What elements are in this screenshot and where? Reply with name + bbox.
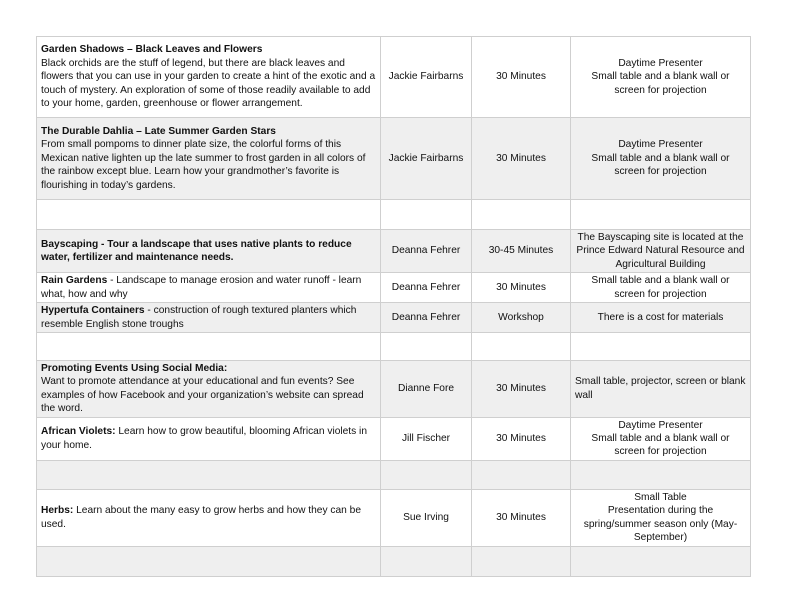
duration-cell (472, 489, 571, 546)
requirements-cell (571, 417, 751, 460)
program-description-cell (37, 333, 381, 361)
duration-cell (472, 460, 571, 489)
duration-cell (472, 361, 571, 418)
table-row (37, 37, 751, 118)
table-row-empty (37, 546, 751, 576)
program-title: Promoting Events Using Social Media: (41, 363, 228, 375)
program-description-cell (37, 460, 381, 489)
program-duration: 30 Minutes (496, 511, 546, 523)
program-duration: 30 Minutes (496, 383, 546, 395)
table-row (37, 361, 751, 418)
duration-cell (472, 417, 571, 460)
presenter-cell (381, 118, 472, 200)
presenter-name: Deanna Fehrer (391, 311, 461, 323)
requirement-line: Small table and a blank wall or screen for projection (591, 275, 730, 300)
program-title: Bayscaping - Tour a landscape that uses native plants to reduce water, fertilizer and maintenance needs. (41, 238, 352, 264)
presenter-name: Jackie Fairbarns (388, 152, 464, 164)
duration-cell (472, 37, 571, 118)
program-description-cell (37, 37, 381, 118)
program-description: - construction of rough textured planters which resemble English stone troughs (41, 305, 357, 330)
program-description-cell (37, 200, 381, 230)
requirements-cell (571, 460, 751, 489)
requirement-line: There is a cost for materials (597, 311, 724, 323)
program-description: From small pompoms to dinner plate size, the colorful forms of this Mexican native lighten up the late summer to frost garden in all colors of the rainbow except blue. Learn how your grandmother’s favorite is flourishing in today’s gardens. (41, 139, 366, 191)
program-description: Black orchids are the stuff of legend, but there are black leaves and flowers that you can use in your garden to create a hint of the exotic and a touch of mystery. An exploration of some of those readily available to add to your home, garden, greenhouse or flower arrangement. (41, 57, 376, 110)
duration-cell (472, 333, 571, 361)
presenter-cell (381, 460, 472, 489)
requirements-cell (571, 273, 751, 303)
presenter-cell (381, 273, 472, 303)
program-title: The Durable Dahlia – Late Summer Garden Stars (41, 125, 276, 137)
duration-cell (472, 303, 571, 333)
programs-table (36, 36, 751, 577)
program-description-cell (37, 417, 381, 460)
duration-cell (472, 118, 571, 200)
table-row-empty (37, 333, 751, 361)
presenter-name: Jackie Fairbarns (388, 71, 464, 83)
presenter-name: Dianne Fore (397, 383, 455, 395)
presenter-cell (381, 361, 472, 418)
requirement-line: Small table and a blank wall or screen for projection (591, 71, 730, 96)
duration-cell (472, 273, 571, 303)
program-title: Hypertufa Containers (41, 305, 145, 317)
requirements-cell (571, 118, 751, 200)
table-row-empty (37, 460, 751, 489)
programs-table-body (37, 37, 751, 577)
requirement-line: Small table and a blank wall or screen for projection (591, 433, 730, 458)
requirements-cell (571, 333, 751, 361)
program-description: Learn about the many easy to grow herbs and how they can be used. (41, 505, 361, 530)
requirement-line: Small table and a blank wall or screen for projection (591, 152, 730, 178)
program-title: Garden Shadows – Black Leaves and Flowers (41, 44, 263, 56)
presenter-cell (381, 200, 472, 230)
requirements-cell (571, 303, 751, 333)
program-description: Learn how to grow beautiful, blooming African violets in your home. (41, 426, 367, 451)
program-duration: 30 Minutes (496, 152, 546, 164)
program-duration: 30 Minutes (496, 71, 546, 83)
program-title: Herbs: (41, 505, 74, 517)
program-duration: 30-45 Minutes (488, 245, 554, 257)
table-row (37, 118, 751, 200)
presenter-cell (381, 37, 472, 118)
requirement-line: Daytime Presenter (618, 57, 703, 69)
duration-cell (472, 546, 571, 576)
presenter-cell (381, 546, 472, 576)
presenter-name: Deanna Fehrer (391, 281, 461, 293)
presenter-cell (381, 303, 472, 333)
requirements-cell (571, 361, 751, 418)
table-row-empty (37, 200, 751, 230)
requirements-cell (571, 230, 751, 273)
table-row (37, 230, 751, 273)
program-description-cell (37, 273, 381, 303)
program-description-cell (37, 303, 381, 333)
presenter-name: Deanna Fehrer (391, 245, 461, 257)
program-duration: 30 Minutes (496, 281, 546, 293)
duration-cell (472, 230, 571, 273)
requirement-line: Daytime Presenter (618, 139, 703, 151)
presenter-cell (381, 230, 472, 273)
program-description-cell (37, 489, 381, 546)
requirements-cell (571, 546, 751, 576)
table-row (37, 417, 751, 460)
program-description-cell (37, 230, 381, 273)
program-duration: Workshop (498, 311, 544, 323)
program-title: Rain Gardens (41, 275, 108, 287)
requirements-cell (571, 489, 751, 546)
presenter-cell (381, 489, 472, 546)
table-row (37, 303, 751, 333)
program-description-cell (37, 546, 381, 576)
program-description: Want to promote attendance at your educational and fun events? See examples of how Facebook and your organization’s website can spread the word. (41, 376, 364, 415)
requirements-cell (571, 200, 751, 230)
requirement-line: Small table, projector, screen or blank wall (575, 376, 746, 401)
presenter-name: Sue Irving (403, 511, 449, 523)
program-description: - Landscape to manage erosion and water runoff - learn what, how and why (41, 275, 362, 300)
program-description-cell (37, 361, 381, 418)
program-title: African Violets: (41, 426, 116, 438)
table-row (37, 489, 751, 546)
presenter-cell (381, 417, 472, 460)
presenter-cell (381, 333, 472, 361)
duration-cell (472, 200, 571, 230)
table-row (37, 273, 751, 303)
program-duration: 30 Minutes (496, 433, 546, 445)
requirement-line: Small Table (634, 491, 687, 503)
requirement-line: Daytime Presenter (618, 419, 703, 431)
requirement-line: The Bayscaping site is located at the Prince Edward Natural Resource and Agricultural Building (576, 232, 745, 270)
requirement-line: Presentation during the spring/summer season only (May-September) (583, 505, 738, 544)
presenter-name: Jill Fischer (401, 433, 451, 445)
requirements-cell (571, 37, 751, 118)
program-description-cell (37, 118, 381, 200)
